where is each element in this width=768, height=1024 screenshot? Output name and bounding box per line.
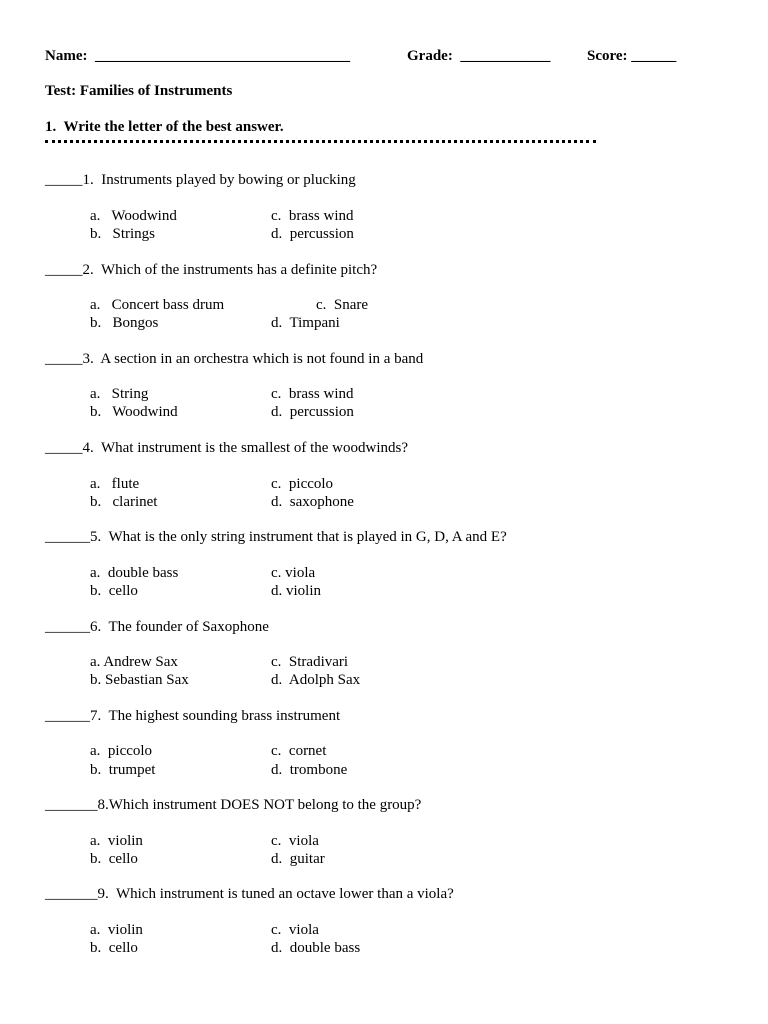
answer-option: c. cornet [271,743,327,759]
answer-option: d. percussion [271,404,354,420]
answer-option: c. brass wind [271,208,354,224]
answer-option: a. Concert bass drum [90,297,225,313]
question-prompt: _____3. A section in an orchestra which is not found in a band [45,351,424,367]
answer-option: b. Woodwind [90,404,178,420]
answer-option: b. trumpet [90,762,156,778]
answer-option: d. guitar [271,851,325,867]
question-prompt: _______9. Which instrument is tuned an octave lower than a viola? [45,886,454,902]
score-field-label: Score: ______ [587,48,677,64]
grade-field-label: Grade: ____________ [407,48,551,64]
answer-option: d. Timpani [271,315,340,331]
answer-option: c. Snare [316,297,369,313]
question-prompt: _______8.Which instrument DOES NOT belong to the group? [45,797,422,813]
answer-option: d. double bass [271,940,361,956]
answer-option: c. viola [271,565,316,581]
answer-option: c. viola [271,922,319,938]
dotted-divider [45,140,596,143]
question-prompt: _____4. What instrument is the smallest of the woodwinds? [45,440,409,456]
answer-option: c. brass wind [271,386,354,402]
answer-option: a. piccolo [90,743,153,759]
answer-option: d. violin [271,583,322,599]
question-prompt: _____2. Which of the instruments has a definite pitch? [45,262,378,278]
answer-option: d. saxophone [271,494,354,510]
answer-option: c. piccolo [271,476,334,492]
section-instruction: 1. Write the letter of the best answer. [45,119,284,135]
answer-option: a. Andrew Sax [90,654,178,670]
answer-option: a. violin [90,922,143,938]
answer-option: c. viola [271,833,319,849]
answer-option: a. Woodwind [90,208,177,224]
question-prompt: ______5. What is the only string instrument that is played in G, D, A and E? [45,529,507,545]
question-prompt: ______6. The founder of Saxophone [45,619,269,635]
answer-option: d. trombone [271,762,348,778]
question-prompt: ______7. The highest sounding brass instrument [45,708,341,724]
answer-option: a. double bass [90,565,179,581]
answer-option: a. String [90,386,149,402]
answer-option: a. violin [90,833,143,849]
answer-option: b. cello [90,851,138,867]
answer-option: b. Sebastian Sax [90,672,189,688]
test-title: Test: Families of Instruments [45,83,233,99]
answer-option: b. clarinet [90,494,158,510]
answer-option: a. flute [90,476,140,492]
answer-option: b. Strings [90,226,156,242]
answer-option: d. Adolph Sax [271,672,361,688]
question-prompt: _____1. Instruments played by bowing or plucking [45,172,356,188]
answer-option: b. cello [90,940,138,956]
answer-option: b. cello [90,583,138,599]
answer-option: d. percussion [271,226,354,242]
name-field-label: Name: __________________________________ [45,48,350,64]
answer-option: b. Bongos [90,315,159,331]
answer-option: c. Stradivari [271,654,349,670]
